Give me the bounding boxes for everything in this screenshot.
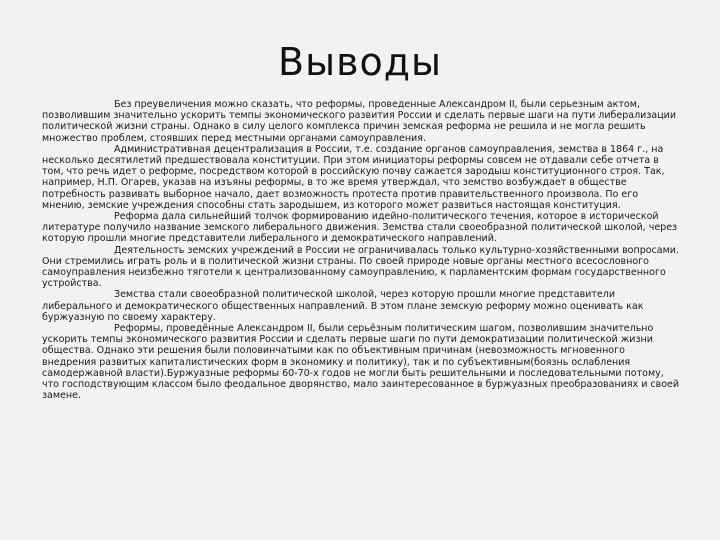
paragraph: Земства стали своеобразной политической школой, через которую прошли многие представители либерального и демократического общественных направлений. В этом плане земскую реформу можно оценивать как буржуазную по своему характеру. xyxy=(42,289,644,323)
paragraph: Без преувеличения можно сказать, что реформы, проведенные Александром II, были серьезным актом, позволившим значительно ускорить темпы экономического развития России и сделать первые шаги на пути либерализации политической жизни страны. Однако в силу целого комплекса причин земская реформа не решила и не могла решить множество проблем, стоявших перед местными органами самоуправления. xyxy=(42,99,677,144)
paragraph: Административная децентрализация в России, т.е. создание органов самоуправления, земства в 1864 г., на несколько десятилетий предшествовала конституции. При этом инициаторы реформы совсем не отдавали себе отчета в том, что речь идет о реформе, посредством которой в российскую почву сажается зародыш конституционного строя. Так, например, Н.П. Огарев, указав на изъяны реформы, в то же время утверждал, что земство возбуждает в обществе потребность развивать выборное начало, дает возможность протеста против правительственного произвола. По его мнению, земские учреждения способны стать зародышем, из которого может развиться настоящая конституция. xyxy=(42,143,665,211)
paragraph: Реформа дала сильнейший толчок формированию идейно-политического течения, которое в исторической литературе получило название земского либерального движения. Земства стали своеобразной политической школой, через которую прошли многие представители либерального и демократического направлений. xyxy=(42,211,678,245)
paragraph: Реформы, проведённые Александром II, были серьёзным политическим шагом, позволившим значительно ускорить темпы экономического развития России и сделать первые шаги по пути демократизации политической жизни общества. Однако эти решения были половинчатыми как по объективным причинам (невозможность мгновенного внедрения развитых капиталистических форм в экономику и политику), так и по субъективным(боязнь ослабления самодержавной власти).Буржуазные реформы 60-70-х годов не могли быть решительными и последовательными потому, что господствующим классом было феодальное дворянство, мало заинтересованное в буржуазных преобразованиях и своей замене. xyxy=(42,323,680,402)
paragraph: Деятельность земских учреждений в России не ограничивалась только культурно-хозяйственными вопросами. Они стремились играть роль и в политической жизни страны. По своей природе новые органы местного всесословного самоуправления неизбежно тяготели к централизованному самоуправлению, к парламентским формам государственного устройства. xyxy=(42,244,679,290)
slide-title: Выводы xyxy=(278,40,442,84)
slide-body xyxy=(42,99,682,401)
